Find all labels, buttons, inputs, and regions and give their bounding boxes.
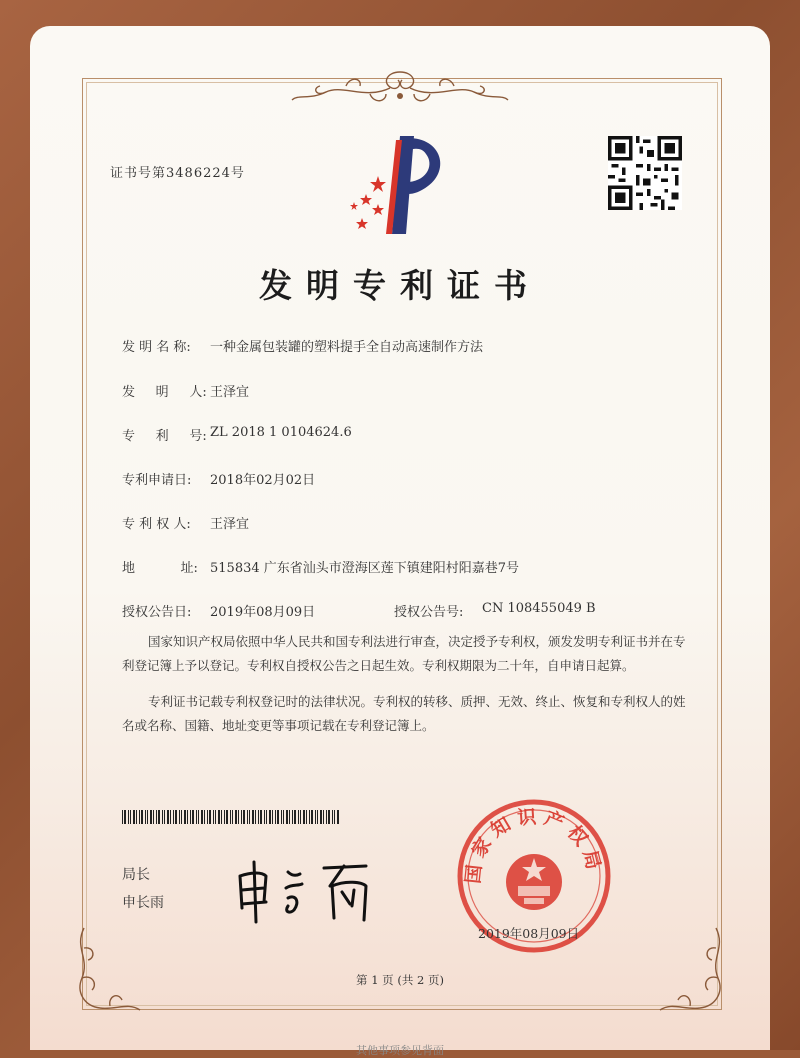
back-note: 其他事项参见背面 xyxy=(356,1044,444,1057)
barcode-icon xyxy=(122,810,342,824)
field-value-patent-number: ZL 2018 1 0104624.6 xyxy=(210,425,352,440)
field-label-publication-number: 授权公告号: xyxy=(394,605,464,620)
corner-ornament-icon xyxy=(650,918,730,1018)
field-label-inventor: 发 明 人: xyxy=(122,385,207,400)
field-label-filing-date: 专利申请日: xyxy=(122,473,192,488)
field-value-inventor: 王泽宜 xyxy=(210,385,250,400)
field-label-patentee: 专 利 权 人: xyxy=(122,517,191,532)
cnipa-logo-icon xyxy=(342,130,452,240)
field-label-address: 地 址: xyxy=(122,561,198,576)
qr-code-icon xyxy=(608,136,682,210)
statement-paragraph-2: 专利证书记载专利权登记时的法律状况。专利权的转移、质押、无效、终止、恢复和专利权人的姓名或名称、国籍、地址变更等事项记载在专利登记簿上。 xyxy=(122,694,686,733)
field-value-invention-name: 一种金属包装罐的塑料提手全自动高速制作方法 xyxy=(210,340,484,355)
seal-date: 2019年08月09日 xyxy=(478,926,580,941)
field-value-patentee: 王泽宜 xyxy=(210,517,250,532)
field-value-filing-date: 2018年02月02日 xyxy=(210,473,316,488)
certificate-paper xyxy=(30,26,770,1057)
corner-ornament-icon xyxy=(70,918,150,1018)
director-name: 申长雨 xyxy=(122,895,164,911)
certificate-title: 发明专利证书 xyxy=(259,266,541,305)
certificate-number: 证书号第3486224号 xyxy=(110,166,245,181)
field-value-publication-number: CN 108455049 B xyxy=(482,601,596,616)
field-label-patent-number: 专 利 号: xyxy=(122,429,207,444)
seal-text: 国家知识产权局 xyxy=(462,805,606,885)
statement-paragraph-1: 国家知识产权局依照中华人民共和国专利法进行审查，决定授予专利权，颁发发明专利证书并在专利登记簿上予以登记。专利权自授权公告之日起生效。专利权期限为二十年，自申请日起算。 xyxy=(122,634,686,673)
page-indicator: 第 1 页 (共 2 页) xyxy=(356,973,444,987)
field-value-grant-date: 2019年08月09日 xyxy=(210,605,316,620)
field-label-grant-date: 授权公告日: xyxy=(122,605,192,620)
top-ornament-icon xyxy=(286,64,514,110)
field-value-address: 515834 广东省汕头市澄海区莲下镇建阳村阳嘉巷7号 xyxy=(210,561,520,576)
director-title: 局长 xyxy=(122,867,150,883)
signature-icon xyxy=(226,846,406,926)
field-label-invention-name: 发 明 名 称: xyxy=(122,340,191,355)
